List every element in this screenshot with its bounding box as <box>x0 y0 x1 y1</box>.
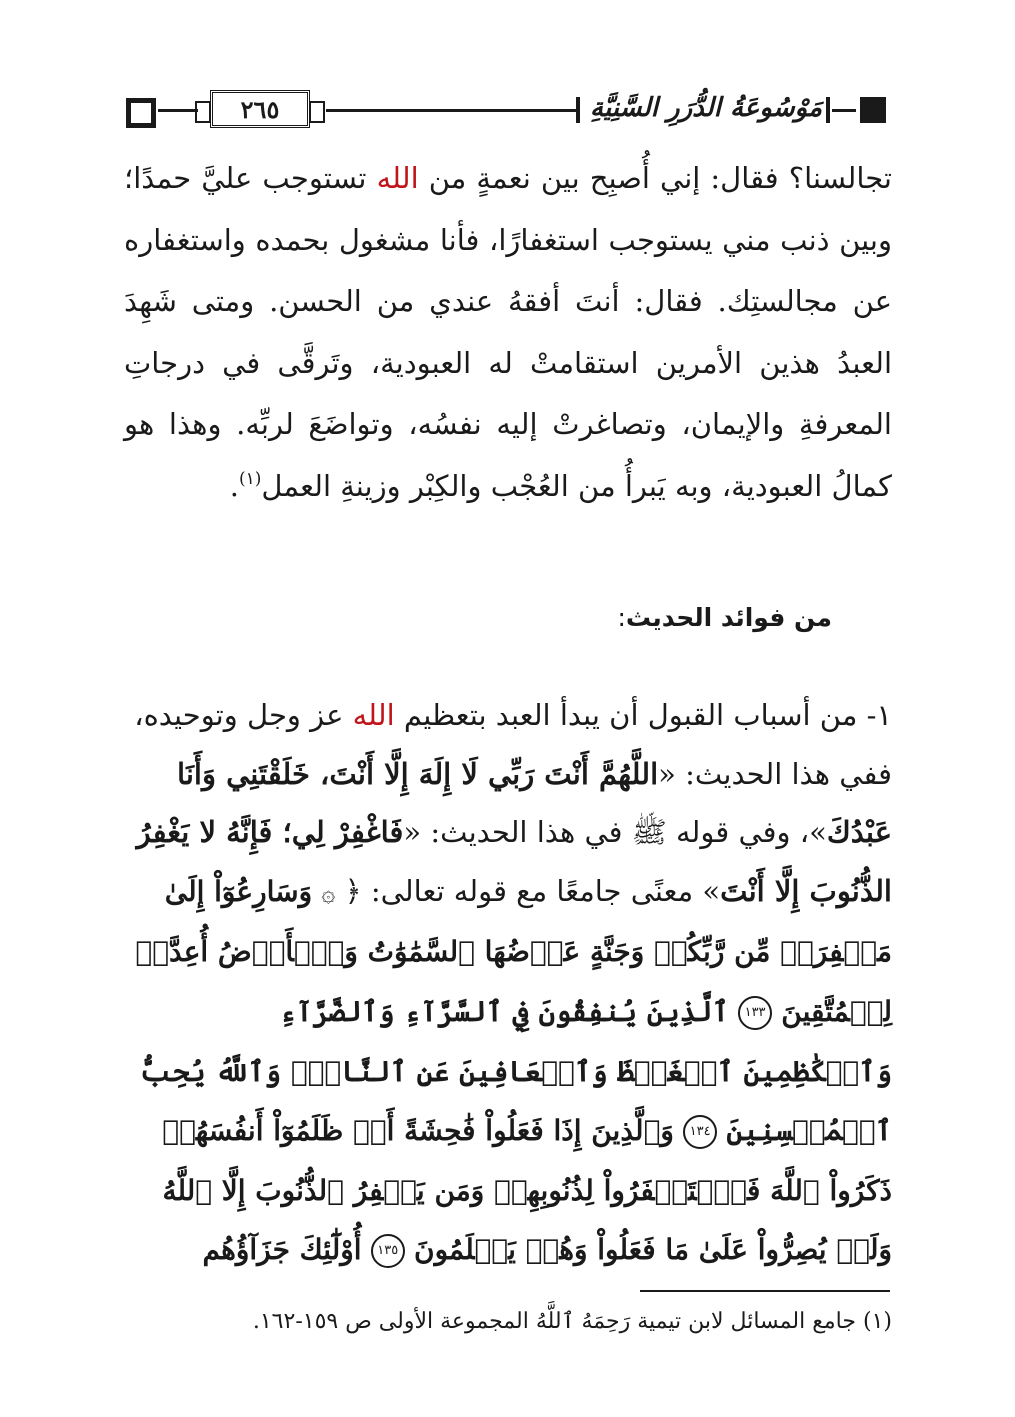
header-tick <box>576 97 580 123</box>
item-text: من أسباب القبول أن يبدأ العبد بتعظيم <box>403 698 858 732</box>
ayah-number-marker: ١٣٥ <box>371 1234 405 1268</box>
footnote: (١) جامع المسائل لابن تيمية رَحِمَهُ ٱللَّهُ المجموعة الأولى ص ١٥٩-١٦٢. <box>252 1309 892 1334</box>
quran-verse: وَٱلَّذِينَ إِذَا فَعَلُواْ فَٰحِشَةً أَوۡ ظَلَمُوٓاْ أَنفُسَهُمۡ ذَكَرُواْ ٱللَّهَ فَٱسۡتَغۡفَرُواْ لِذُنُوبِهِمۡ وَمَن يَغۡفِرُ ٱلذُّنُوبَ إِلَّا ٱللَّهُ وَلَمۡ يُصِرُّواْ عَلَىٰ مَا فَعَلُواْ وَهُمۡ يَعۡلَمُونَ <box>162 1114 892 1267</box>
header-rule <box>832 109 856 112</box>
header-square-ornament <box>126 98 156 128</box>
page-header <box>120 88 890 132</box>
page-number: ٢٦٥ <box>210 90 310 128</box>
ayah-number-marker: ١٣٣ <box>738 996 772 1030</box>
section-heading-text: من فوائد الحديث <box>625 603 832 632</box>
item-text: » معنًى جامعًا مع قوله تعالى: ﴿ <box>344 873 721 908</box>
book-title: مَوْسُوعَةُ الدُّرَرِ السَّنِيَّةِ <box>590 93 823 123</box>
benefit-item-1 <box>124 686 892 1280</box>
item-text: »، وفي قوله ﷺ في هذا الحديث: « <box>403 815 827 850</box>
quran-verse: أُوْلَٰٓئِكَ جَزَآؤُهُم <box>202 1233 362 1267</box>
quran-verse: ٱلَّذِينَ يُنفِقُونَ فِي ٱلسَّرَّآءِ وَٱلضَّرَّآءِ وَٱلۡكَٰظِمِينَ ٱلۡغَيۡظَ وَٱلۡعَافِينَ عَنِ ٱلنَّاسِۗ وَٱللَّهُ يُحِبُّ ٱلۡمُحۡسِنِينَ <box>140 994 892 1148</box>
item-number: ١- <box>866 698 892 732</box>
allah-word: الله <box>352 698 395 732</box>
footnote-separator <box>640 1290 890 1292</box>
body-text: تستوجب عليَّ حمدًا؛ وبين ذنب مني يستوجب استغفارًا، فأنا مشغول بحمده واستغفاره عن مجالستِك. فقال: أنتَ أفقهُ عندي من الحسن. ومتى شَهِدَ العبدُ هذين الأمرين استقامتْ له العبودية، وتَرقَّى في درجاتِ المعرفةِ والإيمان، وتصاغرتْ إليه نفسُه، وتواضَعَ لربِّه. وهذا هو كمالُ العبودية، وبه يَبرأُ من العُجْب والكِبْر وزينةِ العمل <box>124 161 892 503</box>
quran-verse: وَسَارِعُوٓاْ إِلَىٰ مَغۡفِرَةٖ مِّن رَّبِّكُمۡ وَجَنَّةٍ عَرۡضُهَا ٱلسَّمَٰوَٰتُ وَٱلۡأَرۡضُ أُعِدَّتۡ لِلۡمُتَّقِينَ <box>135 874 892 1028</box>
body-paragraph <box>124 148 892 517</box>
item-text: عز وجل وتوحيده، ففي هذا الحديث: « <box>134 698 892 791</box>
header-rule <box>326 109 576 112</box>
body-text: تجالسنا؟ فقال: إني أُصبِح بين نعمةٍ من <box>428 161 893 195</box>
hadith-quote: فَاغْفِرْ لِي؛ فَإِنَّهُ لا يَغْفِرُ الذُّنُوبَ إِلَّا أَنْتَ <box>136 815 892 908</box>
hadith-quote: اللَّهُمَّ أَنْتَ رَبِّي لَا إِلَهَ إِلَّا أَنْتَ، خَلَقْتَنِي وَأَنَا عَبْدُكَ <box>177 756 892 850</box>
header-rule <box>158 109 198 112</box>
header-tick <box>826 97 830 123</box>
section-heading <box>124 598 832 638</box>
allah-word: الله <box>376 161 419 195</box>
footnote-marker[interactable]: (١) <box>238 468 262 489</box>
ayah-number-marker: ١٣٤ <box>683 1115 717 1149</box>
section-heading-colon: : <box>617 603 626 632</box>
body-text: . <box>229 468 239 503</box>
header-square-ornament <box>860 97 886 123</box>
rub-el-hizb-icon: ۞ <box>321 878 336 907</box>
